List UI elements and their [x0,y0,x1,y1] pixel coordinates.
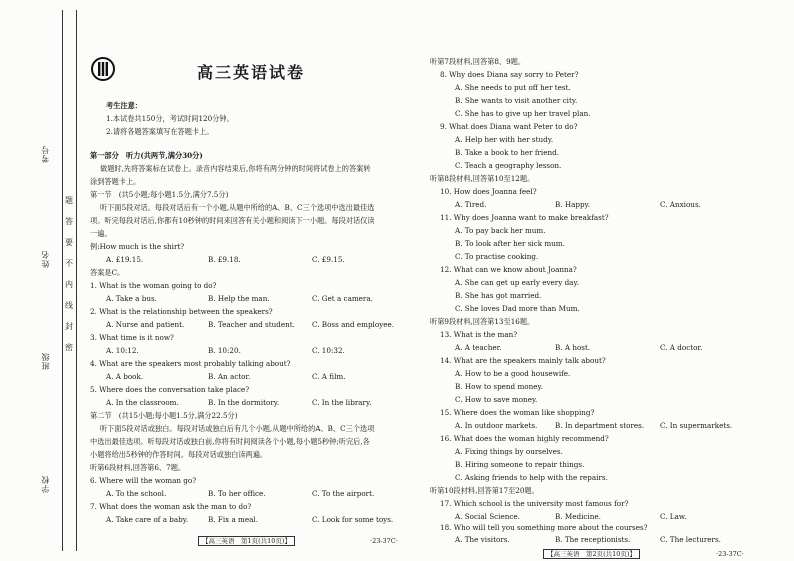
seal-char: 题 [65,196,73,205]
option: C. Anxious. [660,200,701,209]
option: C. Boss and employee. [312,320,395,329]
option: B. She has got married. [455,291,542,300]
option: A. Tired. [455,200,487,209]
question-1: 1. What is the woman going to do? [90,281,217,290]
option: C. She has to give up her travel plan. [455,109,591,118]
question-17: 17. Which school is the university most famous for? [440,499,629,508]
binding-line-outer [62,10,63,551]
section1-intro: 一遍。 [90,229,112,238]
question-12: 12. What can we know about Joanna? [440,265,577,274]
material-10: 听第10段材料,回答第17至20题。 [430,486,539,495]
option: B. Teacher and student. [208,320,295,329]
label-class: 班级 [41,352,50,370]
question-11: 11. Why does Joanna want to make breakfast? [440,213,609,222]
section2-intro: 小题将给出5秒钟的作答时间。每段对话或独白读两遍。 [90,450,268,459]
question-13: 13. What is the man? [440,330,518,339]
option: A. Nurse and patient. [106,320,185,329]
question-16: 16. What does the woman highly recommend? [440,434,609,443]
material-9: 听第9段材料,回答第13至16题。 [430,317,535,326]
option: A. Take a bus. [106,294,157,303]
material-8: 听第8段材料,回答第10至12题。 [430,174,535,183]
seal-char: 内 [65,280,73,289]
question-18: 18. Who will tell you something more about the courses? [440,523,648,532]
option: B. Fix a meal. [208,515,258,524]
footer-code-left: ·23-37C· [370,537,398,545]
section2-heading: 第二节 (共15小题;每小题1.5分,满分22.5分) [90,411,238,420]
footer-page-label: 【高三英语 第2页(共10页)】 [543,549,640,559]
question-6: 6. Where will the woman go? [90,476,197,485]
option: B. Medicine. [555,512,601,521]
question-9: 9. What does Diana want Peter to do? [440,122,578,131]
option: C. A doctor. [660,343,703,352]
option: B. A host. [555,343,591,352]
label-school: 学校 [41,475,50,493]
option: B. To look after her sick mum. [455,239,565,248]
seal-char: 线 [65,301,73,310]
option: A. To the school. [106,489,167,498]
option: C. She loves Dad more than Mum. [455,304,580,313]
seal-char: 要 [65,238,73,247]
notice-item: 2.请将各题答案填写在答题卡上。 [106,127,214,136]
option: B. In department stores. [555,421,645,430]
option: B. 10:20. [208,346,241,355]
option: C. How to save money. [455,395,538,404]
option: A. The visitors. [455,535,510,544]
example-question: 例:How much is the shirt? [90,242,185,251]
footer-page-right [543,549,640,558]
option: C. The lecturers. [660,535,721,544]
part1-intro: 做题时,先将答案标在试卷上。录音内容结束后,你将有两分钟的时间将试卷上的答案转 [100,164,371,173]
option: C. To practise cooking. [455,252,539,261]
option: A. To pay back her mum. [455,226,546,235]
notice-heading: 考生注意： [106,101,142,110]
option: C. Asking friends to help with the repairs. [455,473,608,482]
publisher-logo-icon [90,56,116,82]
option: C. Law. [660,512,687,521]
label-exam-number: 考号 [41,145,50,163]
section2-intro: 听下面5段对话或独白。每段对话或独白后有几个小题,从题中所给的A、B、C三个选项 [100,424,375,433]
option: B. An actor. [208,372,251,381]
example-option: A. £19.15. [106,255,144,264]
question-4: 4. What are the speakers most probably talking about? [90,359,291,368]
option: B. Happy. [555,200,590,209]
option: A. In the classroom. [106,398,179,407]
section1-intro: 项。听完每段对话后,你都有10秒钟的时间来回答有关小题和阅读下一小题。每段对话仅读 [90,216,375,225]
footer-code-right: ·23-37C· [716,550,744,558]
seal-line-text [65,190,75,358]
option: A. A teacher. [455,343,502,352]
option: C. 10:32. [312,346,345,355]
example-answer: 答案是C。 [90,268,125,277]
option: B. Hiring someone to repair things. [455,460,585,469]
question-7: 7. What does the woman ask the man to do? [90,502,252,511]
option: B. She wants to visit another city. [455,96,578,105]
part1-heading: 第一部分 听力(共两节,满分30分) [90,151,203,160]
option: C. To the airport. [312,489,375,498]
option: C. Teach a geography lesson. [455,161,562,170]
exam-title: 高三英语试卷 [197,63,306,82]
section1-heading: 第一节 (共5小题;每小题1.5分,满分7.5分) [90,190,229,199]
question-15: 15. Where does the woman like shopping? [440,408,595,417]
example-option: B. £9.18. [208,255,241,264]
option: A. Help her with her study. [455,135,554,144]
question-2: 2. What is the relationship between the speakers? [90,307,273,316]
question-14: 14. What are the speakers mainly talk about? [440,356,606,365]
option: B. The receptionists. [555,535,631,544]
footer-page-left [198,536,295,545]
option: A. Social Science. [455,512,520,521]
material-6: 听第6段材料,回答第6、7题。 [90,463,186,472]
question-3: 3. What time is it now? [90,333,174,342]
section2-intro: 中选出最佳选项。听每段对话或独白前,你将有时间阅读各个小题,每小题5秒钟;听完后,各 [90,437,370,446]
binding-line-inner [76,10,77,551]
question-5: 5. Where does the conversation take place? [90,385,250,394]
material-7: 听第7段材料,回答第8、9题。 [430,57,526,66]
seal-char: 答 [65,217,73,226]
option: A. Fixing things by ourselves. [455,447,563,456]
question-8: 8. Why does Diana say sorry to Peter? [440,70,579,79]
option: B. How to spend money. [455,382,543,391]
option: A. In outdoor markets. [455,421,538,430]
option: C. A film. [312,372,346,381]
seal-char: 不 [65,259,73,268]
option: A. How to be a good housewife. [455,369,571,378]
option: A. She needs to put off her test. [455,83,571,92]
footer-page-label: 【高三英语 第1页(共10页)】 [198,536,295,546]
seal-char: 密 [65,343,73,352]
notice-item: 1.本试卷共150分，考试时间120分钟。 [106,114,234,123]
binding-margin [0,0,84,561]
option: C. In supermarkets. [660,421,733,430]
option: A. 10:12. [106,346,139,355]
option: C. In the library. [312,398,372,407]
option: C. Look for some toys. [312,515,394,524]
example-option: C. £9.15. [312,255,345,264]
seal-char: 封 [65,322,73,331]
question-10: 10. How does Joanna feel? [440,187,537,196]
option: A. A book. [106,372,144,381]
part1-intro: 涂到答题卡上。 [90,177,141,186]
option: A. Take care of a baby. [106,515,189,524]
option: B. In the dormitory. [208,398,280,407]
option: A. She can get up early every day. [455,278,579,287]
option: B. Help the man. [208,294,270,303]
option: B. Take a book to her friend. [455,148,559,157]
option: C. Get a camera. [312,294,373,303]
label-name: 姓名 [41,250,50,268]
option: B. To her office. [208,489,266,498]
section1-intro: 听下面5段对话。每段对话后有一个小题,从题中所给的A、B、C三个选项中选出最佳选 [100,203,375,212]
